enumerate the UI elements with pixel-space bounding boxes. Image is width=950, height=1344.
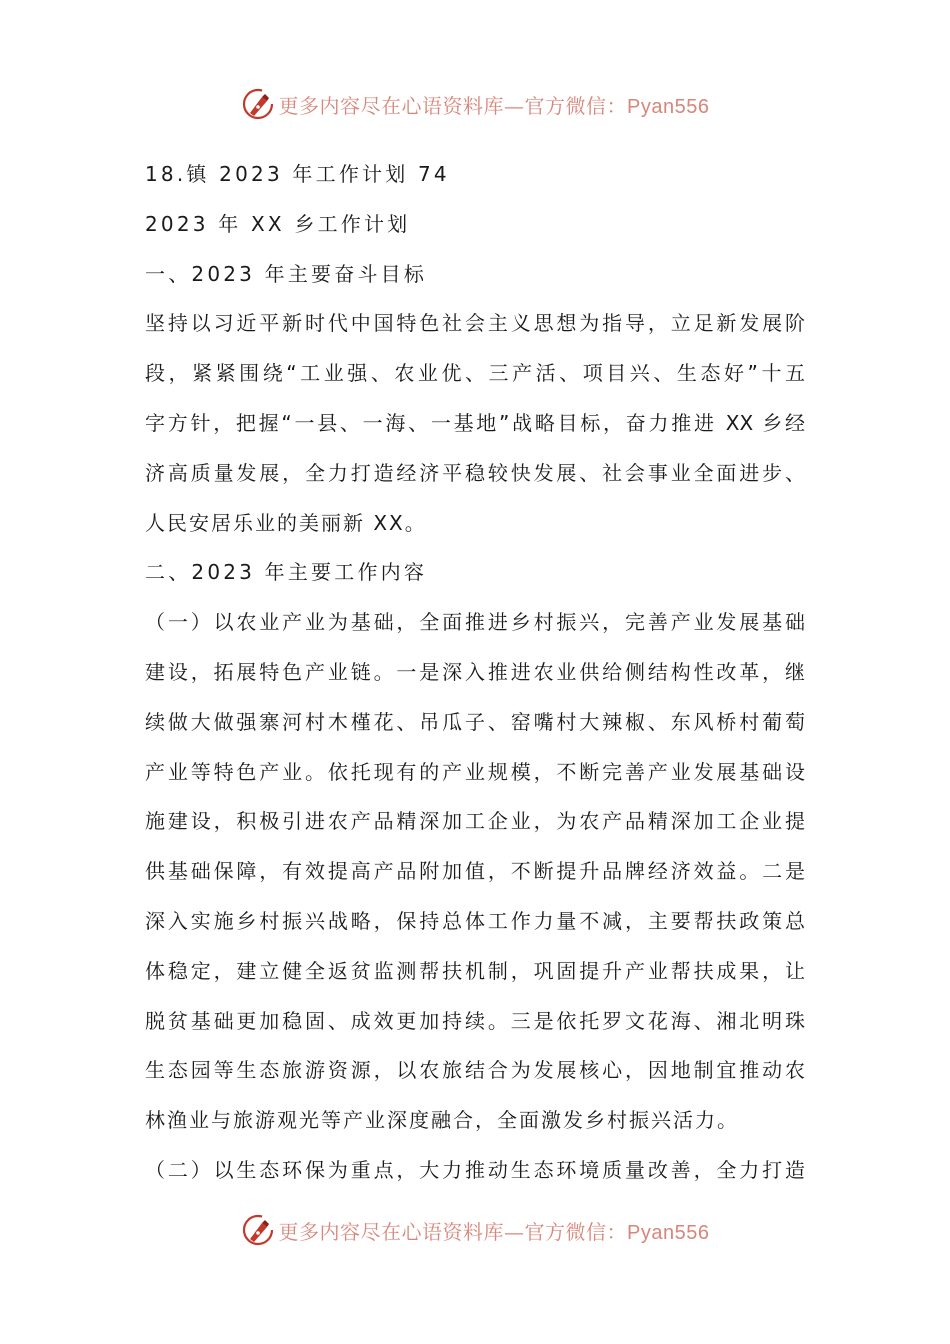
paragraph-line: 字方针，把握“一县、一海、一基地”战略目标，奋力推进 XX 乡经 <box>145 410 805 435</box>
watermark-banner-bottom <box>0 1208 950 1252</box>
document-title: 2023 年 XX 乡工作计划 <box>145 211 411 236</box>
pen-nib-logo-icon <box>241 87 275 121</box>
section2-heading: 二、2023 年主要工作内容 <box>145 560 428 585</box>
paragraph-line: 续做大做强寨河村木槿花、吊瓜子、窑嘴村大辣椒、东风桥村葡萄 <box>145 709 805 734</box>
paragraph-line: 产业等特色产业。依托现有的产业规模，不断完善产业发展基础设 <box>145 759 805 784</box>
paragraph-line: 人民安居乐业的美丽新 XX。 <box>145 510 427 535</box>
watermark-text: 更多内容尽在心语资料库—官方微信：Pyan556 <box>278 93 710 118</box>
document-body <box>145 150 805 1196</box>
watermark-wechat-id: Pyan556 <box>627 1221 710 1244</box>
paragraph-line: 深入实施乡村振兴战略，保持总体工作力量不减，主要帮扶政策总 <box>145 908 805 933</box>
paragraph-line: 建设，拓展特色产业链。一是深入推进农业供给侧结构性改革，继 <box>145 659 805 684</box>
paragraph-line: 林渔业与旅游观光等产业深度融合，全面激发乡村振兴活力。 <box>145 1108 739 1133</box>
paragraph-line: 坚持以习近平新时代中国特色社会主义思想为指导，立足新发展阶 <box>145 311 805 336</box>
paragraph-line: 段，紧紧围绕“工业强、农业优、三产活、项目兴、生态好”十五 <box>145 361 805 386</box>
paragraph-line: （二）以生态环保为重点，大力推动生态环境质量改善，全力打造 <box>145 1157 805 1182</box>
pen-nib-logo-icon <box>241 1213 275 1247</box>
paragraph-line: 供基础保障，有效提高产品附加值，不断提升品牌经济效益。二是 <box>145 859 805 884</box>
paragraph-line: 生态园等生态旅游资源，以农旅结合为发展核心，因地制宜推动农 <box>145 1058 805 1083</box>
watermark-banner-top <box>0 82 950 126</box>
paragraph-line: 脱贫基础更加稳固、成效更加持续。三是依托罗文花海、湘北明珠 <box>145 1008 805 1033</box>
watermark-text: 更多内容尽在心语资料库—官方微信：Pyan556 <box>278 1219 710 1244</box>
paragraph-line: 济高质量发展，全力打造经济平稳较快发展、社会事业全面进步、 <box>145 460 805 485</box>
paragraph-line: 体稳定，建立健全返贫监测帮扶机制，巩固提升产业帮扶成果，让 <box>145 958 805 983</box>
section1-heading: 一、2023 年主要奋斗目标 <box>145 261 428 286</box>
toc-entry: 18.镇 2023 年工作计划 74 <box>145 162 450 186</box>
paragraph-line: （一）以农业产业为基础，全面推进乡村振兴，完善产业发展基础 <box>145 610 805 635</box>
watermark-wechat-id: Pyan556 <box>627 95 710 118</box>
paragraph-line: 施建设，积极引进农产品精深加工企业，为农产品精深加工企业提 <box>145 809 805 834</box>
